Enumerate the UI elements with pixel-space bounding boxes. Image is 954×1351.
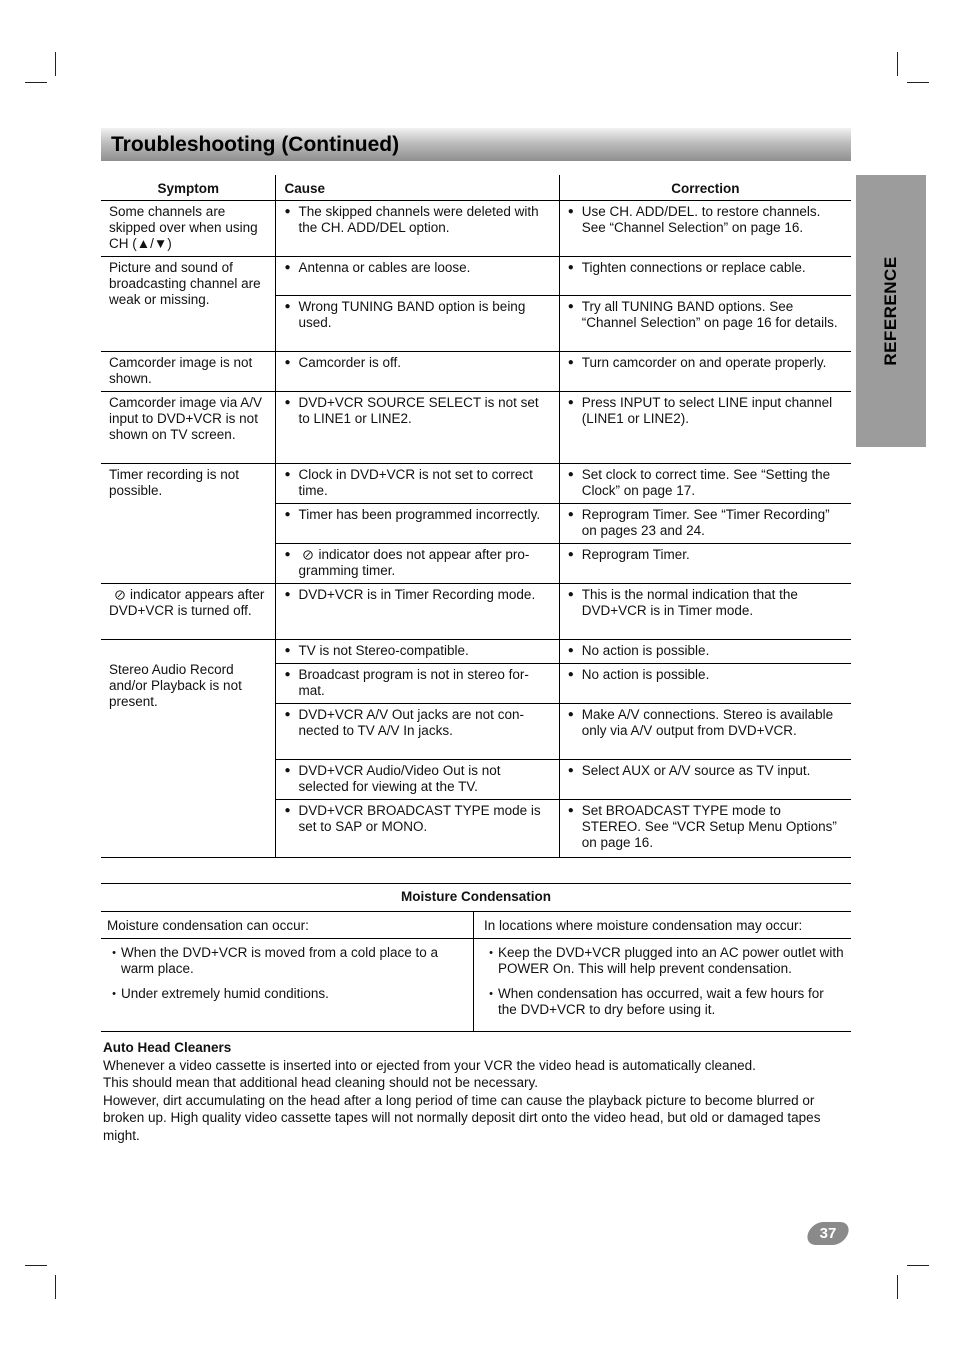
title-bar: [101, 128, 851, 161]
bullet-icon: ●: [567, 549, 574, 560]
list-item: • Keep the DVD+VCR plugged into an AC power outlet with POWER On. This will help prevent condensation.: [484, 945, 845, 977]
cause-cell: ● DVD+VCR is in Timer Recording mode.: [276, 584, 559, 640]
symptom-cell: Some channels are skipped over when using CH (▲/▼): [109, 204, 258, 251]
bullet-icon: ●: [284, 206, 291, 217]
troubleshooting-table: [101, 175, 851, 858]
moisture-right-list: [474, 939, 851, 1032]
correction-cell: ● Set clock to correct time. See “Setting the Clock” on page 17.: [559, 464, 851, 504]
table-row: [101, 912, 851, 939]
bullet-icon: ●: [567, 397, 574, 408]
bullet-icon: ●: [567, 709, 574, 720]
paragraph: Whenever a video cassette is inserted into or ejected from your VCR the video head is automatically cleaned.: [103, 1057, 756, 1073]
cause-cell: ● DVD+VCR A/V Out jacks are not con-nected to TV A/V In jacks.: [276, 704, 559, 760]
crop-mark: [907, 82, 929, 83]
correction-cell: ● Select AUX or A/V source as TV input.: [559, 760, 851, 800]
correction-cell: ● Try all TUNING BAND options. See “Channel Selection” on page 16 for details.: [559, 296, 851, 352]
moisture-right-header: In locations where moisture condensation may occur:: [474, 912, 851, 939]
crop-mark: [897, 1275, 898, 1299]
table-row: [101, 392, 851, 464]
symptom-cell: Camcorder image via A/V input to DVD+VCR is not shown on TV screen.: [109, 395, 263, 442]
side-tab-label: REFERENCE: [881, 256, 900, 366]
bullet-icon: ●: [567, 805, 574, 816]
bullet-icon: ●: [284, 509, 291, 520]
page-title: Troubleshooting (Continued): [111, 133, 400, 156]
bullet-icon: ●: [567, 301, 574, 312]
correction-cell: ● No action is possible.: [559, 640, 851, 664]
bullet-icon: ●: [567, 509, 574, 520]
cause-cell: ● indicator does not appear after pro-gramming timer.: [276, 544, 559, 584]
crop-mark: [25, 82, 47, 83]
correction-cell: ● Use CH. ADD/DEL. to restore channels. See “Channel Selection” on page 16.: [559, 201, 851, 257]
cause-cell: ● DVD+VCR Audio/Video Out is not selected for viewing at the TV.: [276, 760, 559, 800]
moisture-table: [101, 883, 851, 1032]
moisture-left-list: [101, 939, 474, 1032]
cause-cell: ● Clock in DVD+VCR is not set to correct time.: [276, 464, 559, 504]
correction-cell: ● Reprogram Timer. See “Timer Recording” on pages 23 and 24.: [559, 504, 851, 544]
cause-cell: ● Timer has been programmed incorrectly.: [276, 504, 559, 544]
symptom-cell: Camcorder image is not shown.: [109, 355, 253, 386]
table-row: [101, 939, 851, 1032]
crop-mark: [25, 1265, 47, 1266]
table-row: [101, 352, 851, 392]
table-row: [101, 584, 851, 640]
timer-icon: [303, 550, 313, 560]
crop-mark: [897, 52, 898, 76]
section-heading: Auto Head Cleaners: [103, 1040, 232, 1055]
table-row: [101, 201, 851, 257]
symptom-cell: Stereo Audio Record and/or Playback is not present.: [109, 662, 242, 709]
symptom-header: Symptom: [101, 175, 276, 201]
bullet-icon: ●: [567, 765, 574, 776]
crop-mark: [55, 1275, 56, 1299]
bullet-icon: ●: [284, 765, 291, 776]
correction-cell: ● This is the normal indication that the DVD+VCR is in Timer mode.: [559, 584, 851, 640]
bullet-icon: ●: [284, 549, 291, 560]
page-number-badge: [804, 1222, 851, 1245]
symptom-cell: indicator appears after DVD+VCR is turned off.: [109, 587, 265, 618]
crop-mark: [907, 1265, 929, 1266]
cause-cell: ● Broadcast program is not in stereo for-mat.: [276, 664, 559, 704]
correction-cell: ● Tighten connections or replace cable.: [559, 257, 851, 296]
bullet-icon: ●: [284, 805, 291, 816]
bullet-icon: •: [112, 947, 116, 959]
table-row: [101, 464, 851, 504]
bullet-icon: ●: [284, 669, 291, 680]
auto-head-cleaners-section: [103, 1039, 851, 1144]
symptom-cell: Picture and sound of broadcasting channel are weak or missing.: [109, 260, 261, 307]
symptom-cell: Timer recording is not possible.: [109, 467, 240, 498]
correction-cell: ● Turn camcorder on and operate properly.: [559, 352, 851, 392]
table-row: [101, 640, 851, 664]
bullet-icon: ●: [284, 645, 291, 656]
bullet-icon: ●: [284, 469, 291, 480]
list-item: • When condensation has occurred, wait a few hours for the DVD+VCR to dry before using it.: [484, 986, 845, 1018]
cause-cell: ● Camcorder is off.: [276, 352, 559, 392]
table-header-row: [101, 884, 851, 912]
bullet-icon: ●: [567, 469, 574, 480]
bullet-icon: ●: [284, 589, 291, 600]
cause-header: Cause: [276, 175, 559, 201]
correction-header: Correction: [559, 175, 851, 201]
cause-cell: ● DVD+VCR BROADCAST TYPE mode is set to SAP or MONO.: [276, 800, 559, 858]
bullet-icon: ●: [567, 357, 574, 368]
crop-mark: [55, 52, 56, 76]
bullet-icon: ●: [567, 645, 574, 656]
page-number: 37: [819, 1225, 837, 1242]
side-tab-reference: [856, 175, 926, 447]
correction-cell: ● Set BROADCAST TYPE mode to STEREO. See “VCR Setup Menu Options” on page 16.: [559, 800, 851, 858]
correction-cell: ● Make A/V connections. Stereo is available only via A/V output from DVD+VCR.: [559, 704, 851, 760]
bullet-icon: ●: [567, 589, 574, 600]
cause-cell: ● DVD+VCR SOURCE SELECT is not set to LINE1 or LINE2.: [276, 392, 559, 464]
bullet-icon: ●: [284, 709, 291, 720]
bullet-icon: ●: [284, 397, 291, 408]
bullet-icon: •: [489, 947, 493, 959]
cause-cell: ● Wrong TUNING BAND option is being used.: [276, 296, 559, 352]
timer-icon: [115, 590, 125, 600]
moisture-title: Moisture Condensation: [101, 884, 851, 912]
correction-cell: ● Press INPUT to select LINE input channel (LINE1 or LINE2).: [559, 392, 851, 464]
bullet-icon: ●: [567, 669, 574, 680]
bullet-icon: ●: [567, 206, 574, 217]
table-row: [101, 257, 851, 296]
list-item: • Under extremely humid conditions.: [107, 986, 467, 1002]
bullet-icon: ●: [284, 262, 291, 273]
cause-cell: ● Antenna or cables are loose.: [276, 257, 559, 296]
cause-cell: ● TV is not Stereo-compatible.: [276, 640, 559, 664]
paragraph: This should mean that additional head cleaning should not be necessary.: [103, 1075, 539, 1090]
paragraph: However, dirt accumulating on the head after a long period of time can cause the playback picture to become blurred or broken up. High quality video cassette tapes will not normally deposit dirt onto the video head, but old or damaged tapes might.: [103, 1092, 821, 1143]
bullet-icon: •: [489, 988, 493, 1000]
bullet-icon: ●: [284, 357, 291, 368]
moisture-left-header: Moisture condensation can occur:: [101, 912, 474, 939]
table-header-row: [101, 175, 851, 201]
list-item: • When the DVD+VCR is moved from a cold place to a warm place.: [107, 945, 467, 977]
correction-cell: ● No action is possible.: [559, 664, 851, 704]
bullet-icon: ●: [567, 262, 574, 273]
correction-cell: ● Reprogram Timer.: [559, 544, 851, 584]
cause-cell: ● The skipped channels were deleted with the CH. ADD/DEL option.: [276, 201, 559, 257]
bullet-icon: •: [112, 988, 116, 1000]
bullet-icon: ●: [284, 301, 291, 312]
